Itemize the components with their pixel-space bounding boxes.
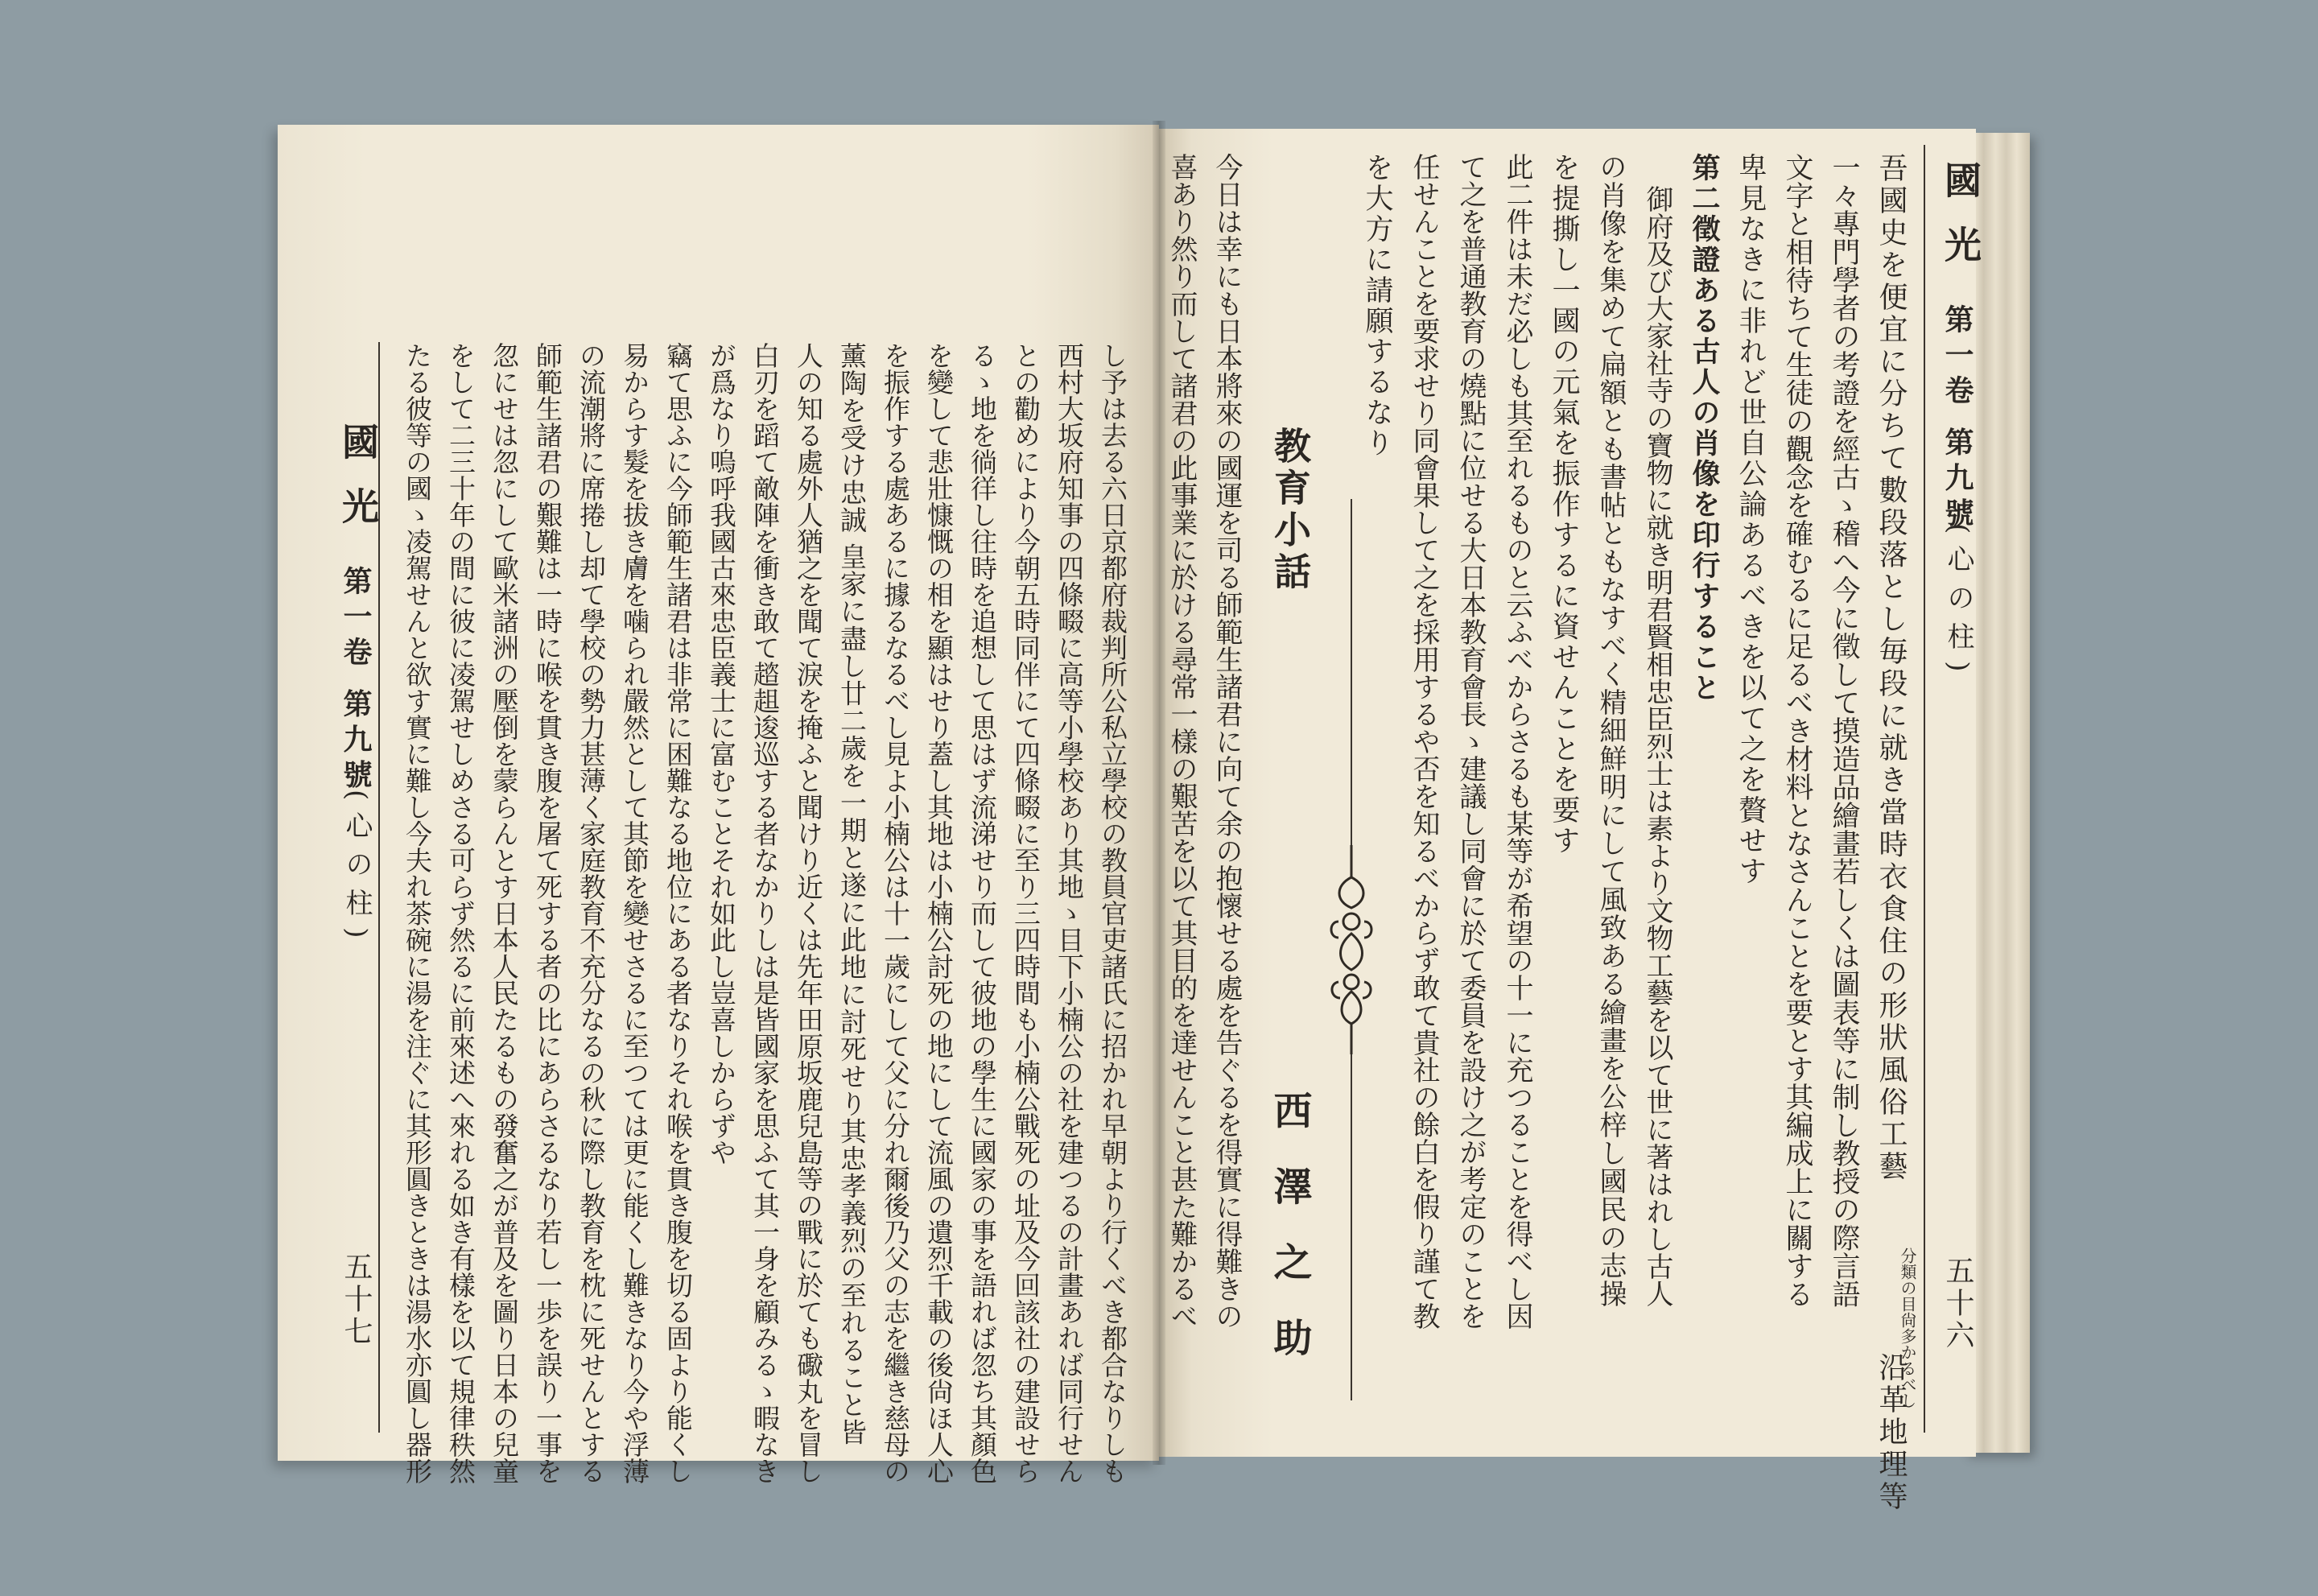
right-running-section: (心の柱)	[1942, 523, 1974, 683]
left-running-title: 國光	[336, 423, 380, 551]
right-header-rule	[1924, 145, 1925, 1433]
right-running-title: 國光	[1939, 161, 1982, 290]
left-col-8: 人の知る處外人猶之を聞て淚を掩ふと聞けり近くは先年田原坂鹿兒島等の戰に於ても礮丸を冒し	[793, 342, 824, 1484]
left-page-number: 五十七	[340, 1252, 373, 1348]
left-col-17: たる彼等の國ゝ凌駕せんと欲す實に難し今夫れ茶碗に湯を注ぐに其形圓きときは湯水亦圓し器形	[402, 342, 433, 1484]
right-page	[1159, 129, 1982, 1513]
right-col-2: 一々專門學者の考證を經古ゝ稽へ今に徵して摸造品繪畫若しくは圖表等に制し教授の際言語	[1828, 153, 1860, 1308]
book-gutter	[1153, 121, 1165, 1465]
article-heading: 教育小話	[1268, 427, 1312, 594]
divider-ornament-icon	[1327, 845, 1376, 1054]
article-author: 西澤之助	[1267, 1091, 1312, 1393]
right-page-number: 五十六	[1941, 1256, 1974, 1352]
left-col-12: 易からす髮を拔き膚を噛られ嚴然として其節を變せさるに至つては更に能くし難きなり今や浮薄	[619, 342, 650, 1484]
right-running-volume: 第一卷 第九號	[1941, 304, 1974, 534]
left-running-volume: 第一卷 第九號	[339, 566, 373, 795]
left-col-1: し予は去る六日京都府裁判所公私立學校の教員官吏諸氏に招かれ早朝より行くべき都合なりしも	[1097, 342, 1128, 1484]
right-col-12: を大方に請願するなり	[1361, 153, 1393, 459]
left-col-3: との勸めにより今朝五時同伴にて四條畷に至り三四時間も小楠公戰死の址及今回該社の建設せら	[1010, 342, 1041, 1484]
right-col-7: の肖像を集めて扁額とも書帖ともなすべく精細鮮明にして風致ある繪畫を公梓し國民の志操	[1594, 153, 1627, 1308]
right-col-9: 此二件は未だ必しも其至れるものと云ふべからさるも某等が希望の十一に充つることを得べし因	[1501, 153, 1533, 1330]
left-col-10: が爲なり嗚呼我國古來忠臣義士に富むことそれ如此し豈喜しからずや	[706, 342, 737, 1165]
left-col-9: 白刃を蹈て敵陣を衝き敢て趦趄逡巡する者なかりしは是皆國家を思ふて其一身を顧みるゝ暇なき	[749, 342, 781, 1484]
left-col-7: 薰陶を受け忠誠 皇家に盡し廿二歲を一期と遂に此地に討死せり其忠孝義烈の至れること皆	[836, 342, 868, 1446]
right-col-4: 卑見なきに非れど世自公論あるべきを以て之を贅せす	[1734, 153, 1767, 887]
divider-line-top	[1351, 499, 1352, 845]
article-col-2: 喜あり然り而して諸君の此事業に於ける尋常一樣の艱苦を以て其目的を達せんこと甚た難かるべ	[1165, 153, 1198, 1330]
right-col-3: 文字と相待ちて生徒の觀念を確むるに足るべき材料となさんことを要とす其編成上に關する	[1781, 153, 1813, 1308]
left-col-14: 師範生諸君の艱難は一時に喉を貫き腹を屠て死する者の比にあらさるなり若し一歩を誤り一事を	[532, 342, 563, 1484]
right-col-11: 任せんことを要求せり同會果して之を採用するや否を知るべからず敢て貴社の餘白を假り謹て教	[1408, 153, 1440, 1330]
right-col-6: 御府及び大家社寺の寶物に就き明君賢相忠臣烈士は素より文物工藝を以て世に著はれし古人	[1641, 185, 1673, 1307]
right-col-1-tail-inline: 沿革地理等	[1875, 1352, 1908, 1513]
left-col-16: をして二三十年の間に彼に凌駕せしめさる可らず然るに前來述へ來れる如き有樣を以て規律秩然	[445, 342, 476, 1484]
right-col-5: 第二徵證ある古人の肖像を印行すること	[1688, 153, 1721, 703]
divider-line-bottom	[1351, 1054, 1352, 1400]
left-col-13: の流潮將に席捲し却て學校の勢力甚薄く家庭教育不充分なるの秋に際し教育を枕に死せんとする	[575, 342, 607, 1484]
right-col-8: を提撕し一國の元氣を振作するに資せんことを要す	[1548, 153, 1580, 856]
left-col-5: を變して悲壯慷慨の相を顯はせり蓋し其地は小楠公討死の地にして流風の遺烈千載の後尙ほ人心	[923, 342, 955, 1484]
right-interlinear-note: 分類の目尙多かるべし	[1898, 1248, 1917, 1408]
left-col-11: 竊て思ふに今師範生諸君は非常に困難なる地位にある者なりそれ喉を貫き腹を切る固より能くし	[662, 342, 694, 1484]
left-col-2: 西村大坂府知事の四條畷に高等小學校あり其地ゝ目下小楠公の社を建つるの計畫あれば同行せん	[1054, 342, 1085, 1484]
left-page	[278, 125, 1159, 1484]
left-running-section: (心の柱)	[340, 790, 373, 950]
left-col-15: 忽にせは忽にして歐米諸洲の壓倒を蒙らんとす日本人民たるもの發奮之が普及を圖り日本の兒童	[489, 342, 520, 1484]
left-col-4: るゝ地を徜徉し往時を追想して思はず流涕せり而して彼地の學生に國家の事を語れば忽ち其顏色	[967, 342, 998, 1484]
article-col-1: 今日は幸にも日本將來の國運を司る師範生諸君に向て余の抱懷せる處を告ぐるを得實に得難きの	[1211, 153, 1243, 1330]
left-col-6: を振作する處あるに據るなるべし見よ小楠公は十一歲にして父に分れ爾後乃父の志を繼き慈母の	[880, 342, 911, 1484]
right-col-10: て之を普通教育の燒點に位せる大日本教育會長ゝ建議し同會に於て委員を設け之が考定のことを	[1454, 153, 1487, 1330]
right-col-1: 吾國史を便宜に分ちて數段落とし毎段に就き當時衣食住の形狀風俗工藝沿革地理等	[1867, 153, 1914, 1513]
